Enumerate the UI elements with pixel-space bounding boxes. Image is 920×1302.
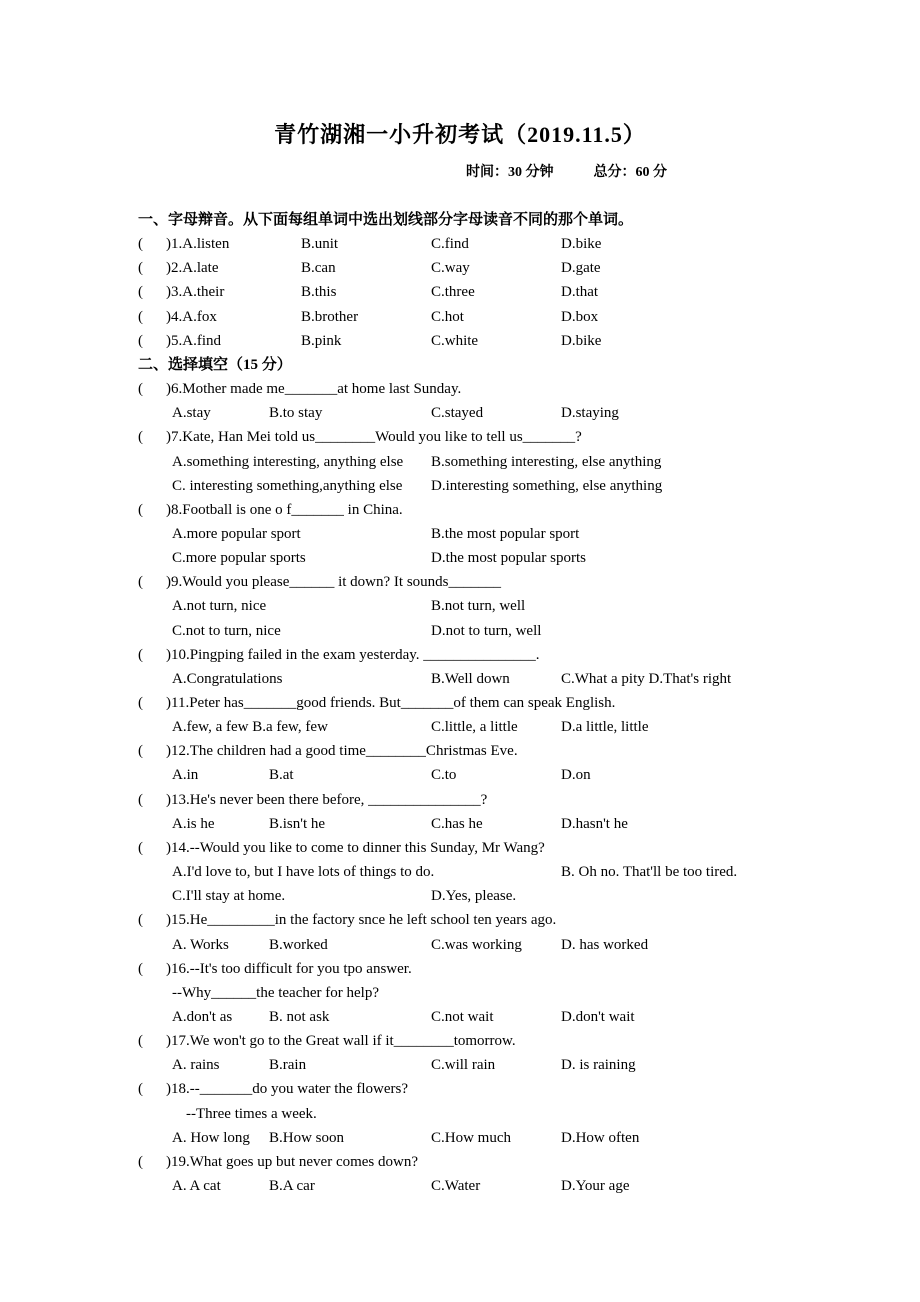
question-stem: )14.--Would you like to come to dinner this Sunday, Mr Wang? bbox=[166, 839, 545, 856]
option: A.not turn, nice bbox=[172, 598, 267, 615]
option: B.the most popular sport bbox=[431, 525, 580, 542]
option: D.on bbox=[561, 767, 591, 784]
option: A. rains bbox=[172, 1057, 220, 1074]
option: B.at bbox=[269, 767, 294, 784]
options-row bbox=[0, 716, 920, 738]
option: D. is raining bbox=[561, 1057, 636, 1074]
options-row bbox=[0, 1175, 920, 1197]
option: D.Yes, please. bbox=[431, 888, 517, 905]
option: C.How much bbox=[431, 1129, 511, 1146]
option: B.not turn, well bbox=[431, 598, 526, 615]
option: A.something interesting, anything else bbox=[172, 453, 404, 470]
options-row bbox=[0, 523, 920, 545]
options-row bbox=[0, 1127, 920, 1149]
option: D.box bbox=[561, 308, 599, 325]
exam-meta bbox=[466, 161, 707, 181]
option: A.I'd love to, but I have lots of things to do. bbox=[172, 864, 435, 881]
options-row bbox=[0, 595, 920, 617]
question-stem: )17.We won't go to the Great wall if it________tomorrow. bbox=[166, 1033, 516, 1050]
question-row bbox=[0, 837, 920, 859]
question-row bbox=[0, 958, 920, 980]
options-row bbox=[0, 885, 920, 907]
option: C.way bbox=[431, 260, 470, 277]
answer-bracket: ( bbox=[138, 1153, 143, 1170]
options-row bbox=[0, 813, 920, 835]
answer-bracket: ( bbox=[138, 429, 143, 446]
option: B.worked bbox=[269, 936, 328, 953]
question-row bbox=[0, 692, 920, 714]
option: D.gate bbox=[561, 260, 601, 277]
answer-bracket: ( bbox=[138, 960, 143, 977]
option: A.Congratulations bbox=[172, 670, 283, 687]
question-row bbox=[0, 306, 920, 328]
option: A.is he bbox=[172, 815, 215, 832]
option: C.white bbox=[431, 332, 479, 349]
options-row bbox=[0, 764, 920, 786]
option: B.Well down bbox=[431, 670, 510, 687]
option: D.bike bbox=[561, 236, 602, 253]
option: C.hot bbox=[431, 308, 464, 325]
section-heading bbox=[0, 354, 920, 376]
section-title: 二、选择填空（15 分） bbox=[138, 356, 292, 373]
option: C.will rain bbox=[431, 1057, 496, 1074]
question-row bbox=[0, 740, 920, 762]
question-row bbox=[0, 426, 920, 448]
option: A.stay bbox=[172, 405, 211, 422]
question-row bbox=[0, 644, 920, 666]
option: D.bike bbox=[561, 332, 602, 349]
answer-bracket: ( bbox=[138, 791, 143, 808]
question-stem: )5.A.find bbox=[166, 332, 221, 349]
option: D.that bbox=[561, 284, 599, 301]
option: B.something interesting, else anything bbox=[431, 453, 662, 470]
option: B.pink bbox=[301, 332, 342, 349]
options-row bbox=[0, 1054, 920, 1076]
question-stem: )10.Pingping failed in the exam yesterday. _______________. bbox=[166, 646, 540, 663]
answer-bracket: ( bbox=[138, 743, 143, 760]
question-stem: )6.Mother made me_______at home last Sunday. bbox=[166, 381, 462, 398]
option: D.hasn't he bbox=[561, 815, 628, 832]
option: C.I'll stay at home. bbox=[172, 888, 286, 905]
question-stem: )1.A.listen bbox=[166, 236, 230, 253]
option: B.to stay bbox=[269, 405, 323, 422]
option: A.more popular sport bbox=[172, 525, 301, 542]
option: A.don't as bbox=[172, 1008, 233, 1025]
answer-bracket: ( bbox=[138, 308, 143, 325]
option: D.staying bbox=[561, 405, 619, 422]
question-row bbox=[0, 909, 920, 931]
option: C.was working bbox=[431, 936, 522, 953]
option: B.unit bbox=[301, 236, 339, 253]
option: C. interesting something,anything else bbox=[172, 477, 403, 494]
question-row bbox=[0, 1078, 920, 1100]
options-row bbox=[0, 934, 920, 956]
answer-bracket: ( bbox=[138, 1033, 143, 1050]
option: A. How long bbox=[172, 1129, 250, 1146]
question-row bbox=[0, 499, 920, 521]
option: D.interesting something, else anything bbox=[431, 477, 663, 494]
option: D.the most popular sports bbox=[431, 550, 586, 567]
option: B.A car bbox=[269, 1178, 315, 1194]
total-score: 总分：60 分 bbox=[593, 165, 667, 180]
option: C.What a pity D.That's right bbox=[561, 670, 732, 687]
question-row bbox=[0, 1030, 920, 1052]
question-stem: )7.Kate, Han Mei told us________Would you like to tell us_______? bbox=[166, 429, 582, 446]
option: C.has he bbox=[431, 815, 483, 832]
option: B.rain bbox=[269, 1057, 307, 1074]
option: D.Your age bbox=[561, 1178, 630, 1194]
option: C.find bbox=[431, 236, 469, 253]
question-row bbox=[0, 571, 920, 593]
options-row bbox=[0, 547, 920, 569]
options-row bbox=[0, 1006, 920, 1028]
option: B.brother bbox=[301, 308, 359, 325]
answer-bracket: ( bbox=[138, 912, 143, 929]
answer-bracket: ( bbox=[138, 332, 143, 349]
option: D. has worked bbox=[561, 936, 649, 953]
option: C.little, a little bbox=[431, 719, 518, 736]
dialogue-line: --Why______the teacher for help? bbox=[172, 984, 379, 1001]
option: C.more popular sports bbox=[172, 550, 306, 567]
question-stem: )13.He's never been there before, _______________? bbox=[166, 791, 488, 808]
options-row bbox=[0, 861, 920, 883]
option: C.to bbox=[431, 767, 457, 784]
section-title: 一、字母辩音。从下面每组单词中选出划线部分字母读音不同的那个单词。 bbox=[138, 212, 634, 228]
option: D.a little, little bbox=[561, 719, 649, 736]
question-stem: )3.A.their bbox=[166, 284, 225, 301]
question-text bbox=[0, 1103, 920, 1125]
time-limit: 时间：30 分钟 bbox=[466, 165, 554, 180]
option: A.in bbox=[172, 767, 199, 784]
question-stem: )19.What goes up but never comes down? bbox=[166, 1153, 419, 1170]
question-stem: )2.A.late bbox=[166, 260, 219, 277]
page-title: 青竹湖湘一小升初考试（2019.11.5） bbox=[274, 122, 646, 147]
question-row bbox=[0, 1151, 920, 1173]
question-stem: )15.He_________in the factory snce he left school ten years ago. bbox=[166, 912, 557, 929]
question-row bbox=[0, 281, 920, 303]
answer-bracket: ( bbox=[138, 284, 143, 301]
answer-bracket: ( bbox=[138, 1081, 143, 1098]
answer-bracket: ( bbox=[138, 839, 143, 856]
option: B. Oh no. That'll be too tired. bbox=[561, 864, 738, 881]
option: B.this bbox=[301, 284, 337, 301]
option: D.not to turn, well bbox=[431, 622, 542, 639]
option: A.few, a few B.a few, few bbox=[172, 719, 328, 736]
answer-bracket: ( bbox=[138, 260, 143, 277]
options-row bbox=[0, 451, 920, 473]
question-stem: )8.Football is one o f_______ in China. bbox=[166, 501, 403, 518]
options-row bbox=[0, 475, 920, 497]
answer-bracket: ( bbox=[138, 236, 143, 253]
question-stem: )18.--_______do you water the flowers? bbox=[166, 1081, 409, 1098]
question-stem: )4.A.fox bbox=[166, 308, 217, 325]
question-stem: )9.Would you please______ it down? It sounds_______ bbox=[166, 574, 502, 591]
question-text bbox=[0, 982, 920, 1004]
question-stem: )16.--It's too difficult for you tpo answer. bbox=[166, 960, 412, 977]
option: A. A cat bbox=[172, 1178, 221, 1194]
options-row bbox=[0, 402, 920, 424]
option: B.can bbox=[301, 260, 336, 277]
option: C.stayed bbox=[431, 405, 484, 422]
option: D.don't wait bbox=[561, 1008, 635, 1025]
option: B.isn't he bbox=[269, 815, 326, 832]
option: C.not to turn, nice bbox=[172, 622, 281, 639]
option: D.How often bbox=[561, 1129, 640, 1146]
section-heading bbox=[0, 209, 920, 231]
dialogue-line: --Three times a week. bbox=[186, 1105, 317, 1122]
question-row bbox=[0, 789, 920, 811]
answer-bracket: ( bbox=[138, 646, 143, 663]
options-row bbox=[0, 668, 920, 690]
option: B.How soon bbox=[269, 1129, 345, 1146]
question-row bbox=[0, 257, 920, 279]
option: C.three bbox=[431, 284, 475, 301]
options-row bbox=[0, 620, 920, 642]
option: C.not wait bbox=[431, 1008, 494, 1025]
answer-bracket: ( bbox=[138, 695, 143, 711]
question-stem: )12.The children had a good time________Christmas Eve. bbox=[166, 743, 518, 760]
answer-bracket: ( bbox=[138, 381, 143, 398]
question-row bbox=[0, 233, 920, 255]
question-row bbox=[0, 330, 920, 352]
answer-bracket: ( bbox=[138, 501, 143, 518]
option: B. not ask bbox=[269, 1008, 330, 1025]
option: A. Works bbox=[172, 936, 229, 953]
option: C.Water bbox=[431, 1178, 481, 1194]
question-stem: )11.Peter has_______good friends. But_______of them can speak English. bbox=[166, 695, 616, 711]
question-row bbox=[0, 378, 920, 400]
answer-bracket: ( bbox=[138, 574, 143, 591]
